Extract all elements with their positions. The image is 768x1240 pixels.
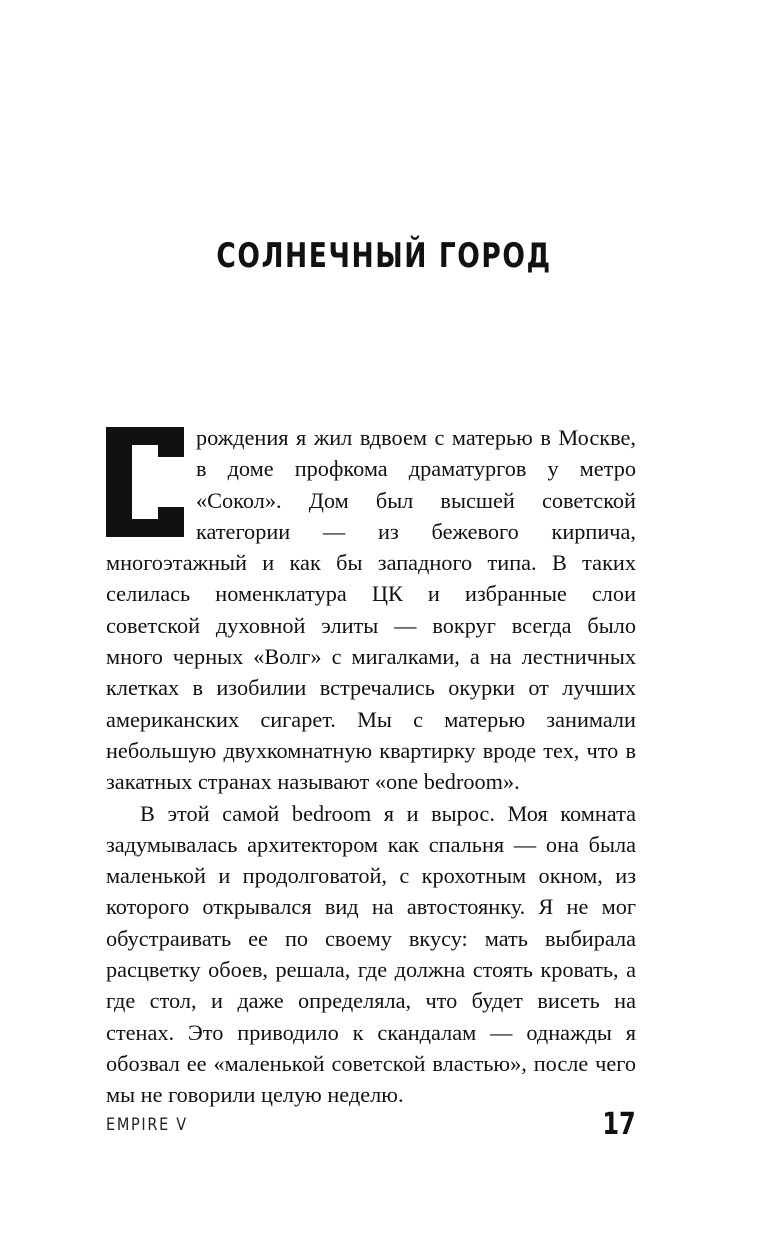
page-number: 17 (602, 1107, 636, 1142)
dropcap-letter (106, 427, 184, 537)
paragraph-2: В этой самой bedroom я и вырос. Моя комната задумывалась архитектором как спальня — она была маленькой и продолговатой, с крохотным окном, из которого открывался вид на автостоянку. Я не мог обустраивать ее по своему вкусу: мать выбирала расцветку обоев, решала, где должна стоять кровать, а где стол, и даже определяла, что будет висеть на стенах. Это приводило к скандалам — однажды я обозвал ее «маленькой советской властью», после чего мы не говорили целую неделю. (106, 800, 636, 1108)
chapter-title: СОЛНЕЧНЫЙ ГОРОД (216, 236, 552, 276)
running-footer-title: EMPIRE V (106, 1115, 188, 1135)
paragraph-1: рождения я жил вдвоем с матерью в Москве, в доме профкома драматургов у метро «Сокол». Дом был высшей советской категории — из бежевого кирпича, многоэтажный и как бы западного типа. В таких селилась номенклатура ЦК и избранные слои советской духовной элиты — вокруг всегда было много черных «Волг» с мигалками, а на лестничных клетках в изобилии встречались окурки от лучших американских сигарет. Мы с матерью занимали небольшую двухкомнатную квартирку вроде тех, что в закатных странах называют «one bedroom». (106, 425, 636, 795)
body-text (106, 422, 636, 1111)
